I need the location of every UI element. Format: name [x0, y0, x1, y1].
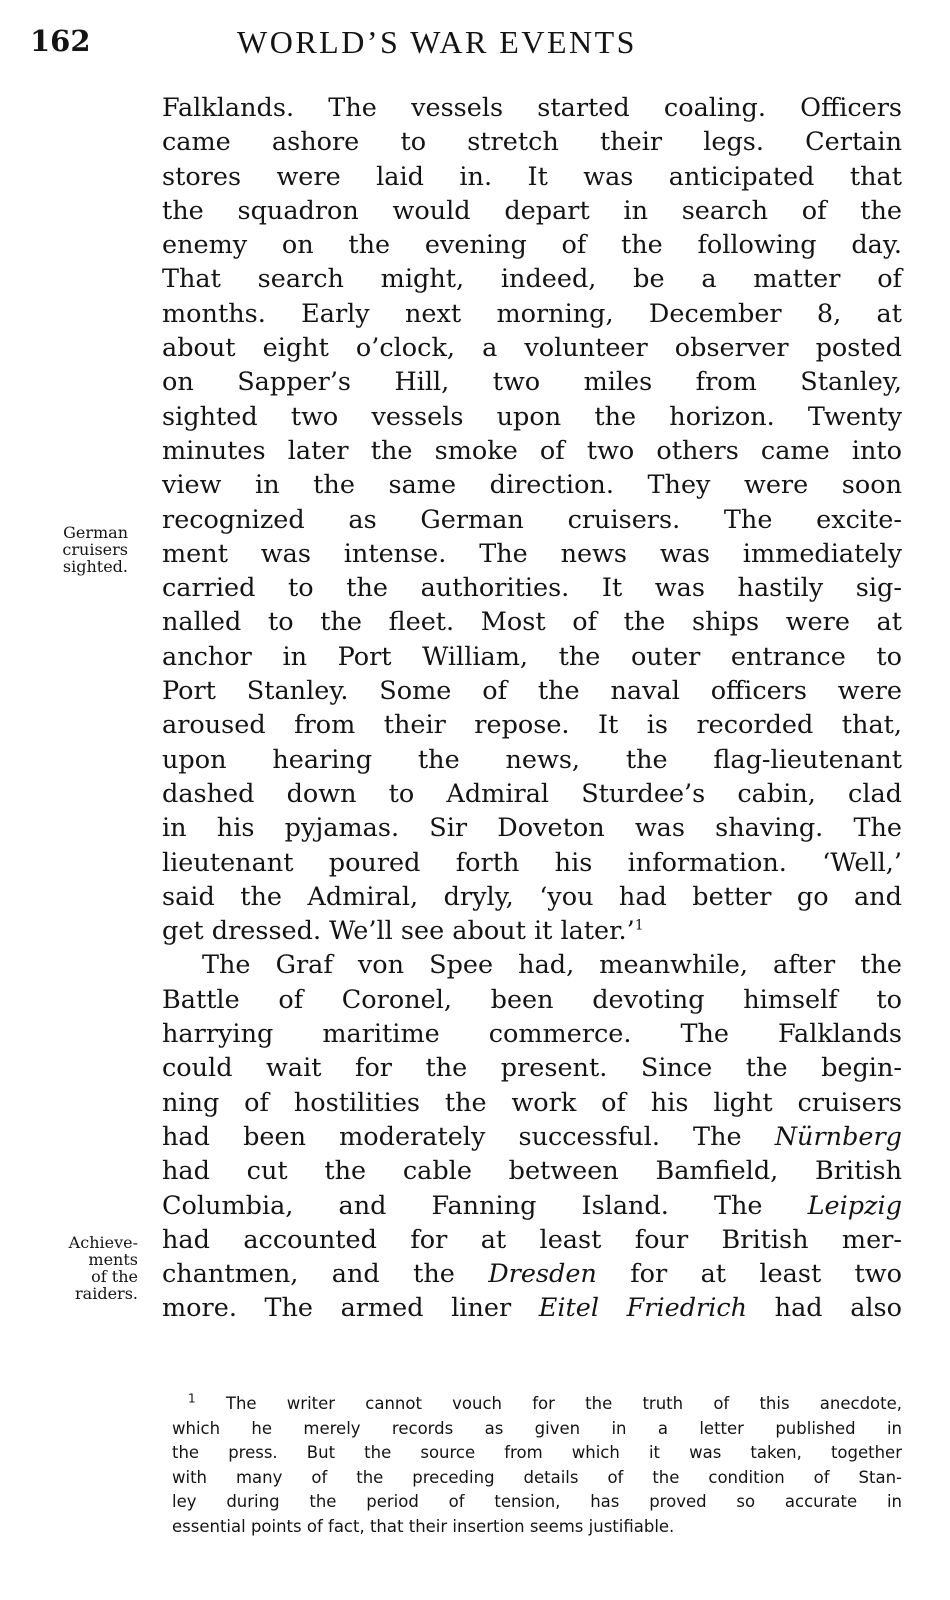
text-line: ning of hostilities the work of his light cruisers [162, 1087, 902, 1118]
body-text [162, 91, 902, 1326]
page-header [0, 22, 950, 72]
footnote-line: which he merely records as given in a letter published in [172, 1418, 902, 1438]
footnote-marker: 1 [188, 1391, 196, 1406]
text-segment: get dressed. We’ll see about it later.’ [162, 916, 635, 947]
text-line: nalled to the fleet. Most of the ships were at [162, 607, 902, 638]
margin-note-german-cruisers [18, 524, 128, 575]
margin-note-line: of the [91, 1267, 138, 1286]
text-line: lieutenant poured forth his information. ‘Well,’ [162, 847, 902, 878]
running-title: WORLD’S WAR EVENTS [237, 24, 637, 60]
margin-note-line: sighted. [62, 557, 128, 576]
text-line: Port Stanley. Some of the naval officers were [162, 676, 902, 707]
text-line: dashed down to Admiral Sturdee’s cabin, clad [162, 778, 902, 809]
text-line [162, 1189, 902, 1223]
footnote-line: the press. But the source from which it was taken, together [172, 1443, 902, 1462]
text-line: Battle of Coronel, been devoting himself to [162, 984, 902, 1015]
text-segment: chantmen, and the [162, 1259, 455, 1290]
text-line: said the Admiral, dryly, ‘you had better go and [162, 881, 902, 912]
text-line: could wait for the present. Since the begin- [162, 1053, 902, 1084]
ship-name-eitel-friedrich: Eitel Friedrich [538, 1293, 748, 1324]
text-line: in his pyjamas. Sir Doveton was shaving. The [162, 813, 902, 844]
text-line: ment was intense. The news was immediately [162, 538, 902, 569]
text-line: came ashore to stretch their legs. Certain [162, 127, 902, 158]
text-line [162, 1291, 902, 1325]
text-segment: had also [774, 1293, 902, 1324]
text-line: harrying maritime commerce. The Falklands [162, 1019, 902, 1050]
text-line [162, 1257, 902, 1291]
text-line: anchor in Port William, the outer entrance to [162, 641, 902, 672]
text-line: upon hearing the news, the flag-lieutenant [162, 744, 902, 775]
text-segment: more. The armed liner [162, 1293, 512, 1324]
margin-note-achievements [18, 1234, 138, 1302]
text-line: Falklands. The vessels started coaling. Officers [162, 93, 902, 123]
footnote-line: ley during the period of tension, has proved so accurate in [172, 1492, 902, 1511]
margin-note-line: cruisers [62, 540, 128, 559]
margin-note-line: German [63, 523, 128, 542]
margin-note-line: raiders. [75, 1284, 138, 1303]
text-line: had cut the cable between Bamfield, British [162, 1156, 902, 1187]
footnote-line: essential points of fact, that their insertion seems justifiable. [172, 1516, 675, 1536]
text-segment: had been moderately successful. The [162, 1121, 742, 1152]
text-segment: for at least two [630, 1259, 902, 1290]
text-line: the squadron would depart in search of the [162, 195, 902, 226]
text-line: on Sapper’s Hill, two miles from Stanley, [162, 367, 902, 398]
text-line: enemy on the evening of the following day. [162, 230, 902, 261]
footnote-line [172, 1392, 902, 1417]
text-line: aroused from their repose. It is recorded that, [162, 710, 902, 741]
text-line: minutes later the smoke of two others came into [162, 435, 902, 466]
ship-name-nurnberg: Nürnberg [774, 1121, 902, 1152]
text-line: sighted two vessels upon the horizon. Twenty [162, 401, 902, 432]
footnote-line: with many of the preceding details of the condition of Stan- [172, 1467, 902, 1487]
text-segment: Columbia, and Fanning Island. The [162, 1190, 763, 1221]
margin-note-line: Achieve- [68, 1233, 138, 1252]
page-number: 162 [30, 24, 91, 58]
text-line: carried to the authorities. It was hastily sig- [162, 573, 902, 604]
text-line: That search might, indeed, be a matter of [162, 264, 902, 295]
text-line: The Graf von Spee had, meanwhile, after the [202, 950, 902, 981]
text-line [162, 914, 902, 948]
text-line: had accounted for at least four British mer- [162, 1224, 902, 1255]
footnote-reference: 1 [634, 917, 644, 934]
ship-name-dresden: Dresden [488, 1259, 597, 1290]
text-segment: The writer cannot vouch for the truth of this anecdote, [225, 1394, 903, 1413]
text-line [162, 1120, 902, 1154]
footnote [172, 1392, 902, 1539]
text-line: recognized as German cruisers. The excite- [162, 504, 902, 535]
ship-name-leipzig: Leipzig [807, 1190, 903, 1221]
text-line: view in the same direction. They were soon [162, 470, 902, 501]
text-line: stores were laid in. It was anticipated that [162, 161, 902, 192]
margin-note-line: ments [88, 1250, 138, 1269]
text-line: months. Early next morning, December 8, at [162, 298, 902, 329]
text-line: about eight o’clock, a volunteer observer posted [162, 333, 902, 364]
